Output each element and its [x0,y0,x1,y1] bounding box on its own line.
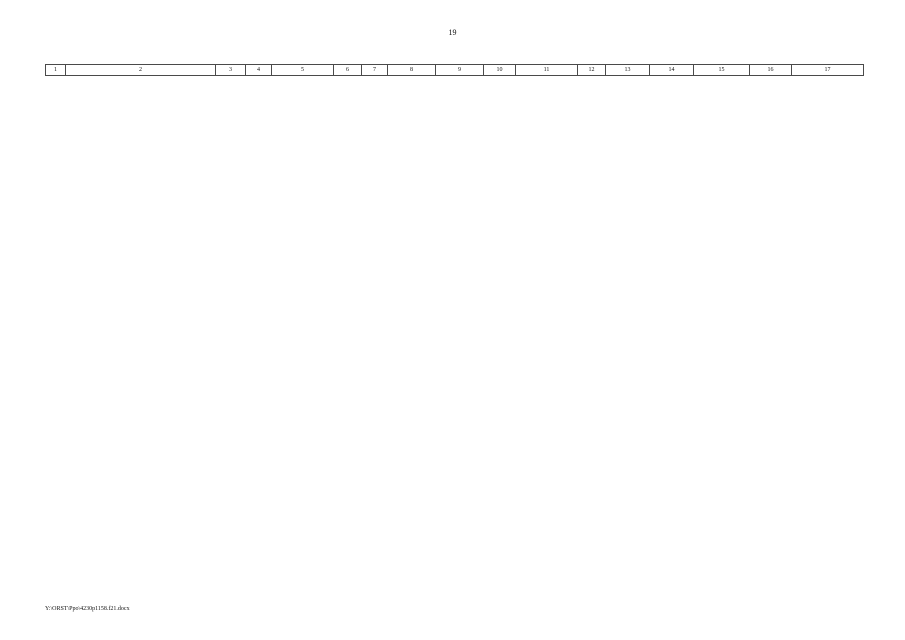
column-number: 10 [484,65,516,76]
buildings-table-sheet [45,64,863,76]
column-number: 2 [66,65,216,76]
column-number: 8 [388,65,436,76]
column-number: 4 [246,65,272,76]
column-number: 12 [578,65,606,76]
file-path: Y:\ORST\Ppo\4230p1158.f21.docx [45,606,130,612]
column-number-row [46,65,864,76]
column-number: 9 [436,65,484,76]
column-number: 5 [272,65,334,76]
column-number: 14 [650,65,694,76]
column-number: 11 [516,65,578,76]
column-number: 6 [334,65,362,76]
page-number: 19 [448,28,457,37]
column-number: 1 [46,65,66,76]
buildings-table [45,64,864,76]
column-number: 7 [362,65,388,76]
column-number: 3 [216,65,246,76]
column-number: 16 [750,65,792,76]
column-number: 15 [694,65,750,76]
column-number: 13 [606,65,650,76]
column-number: 17 [792,65,864,76]
